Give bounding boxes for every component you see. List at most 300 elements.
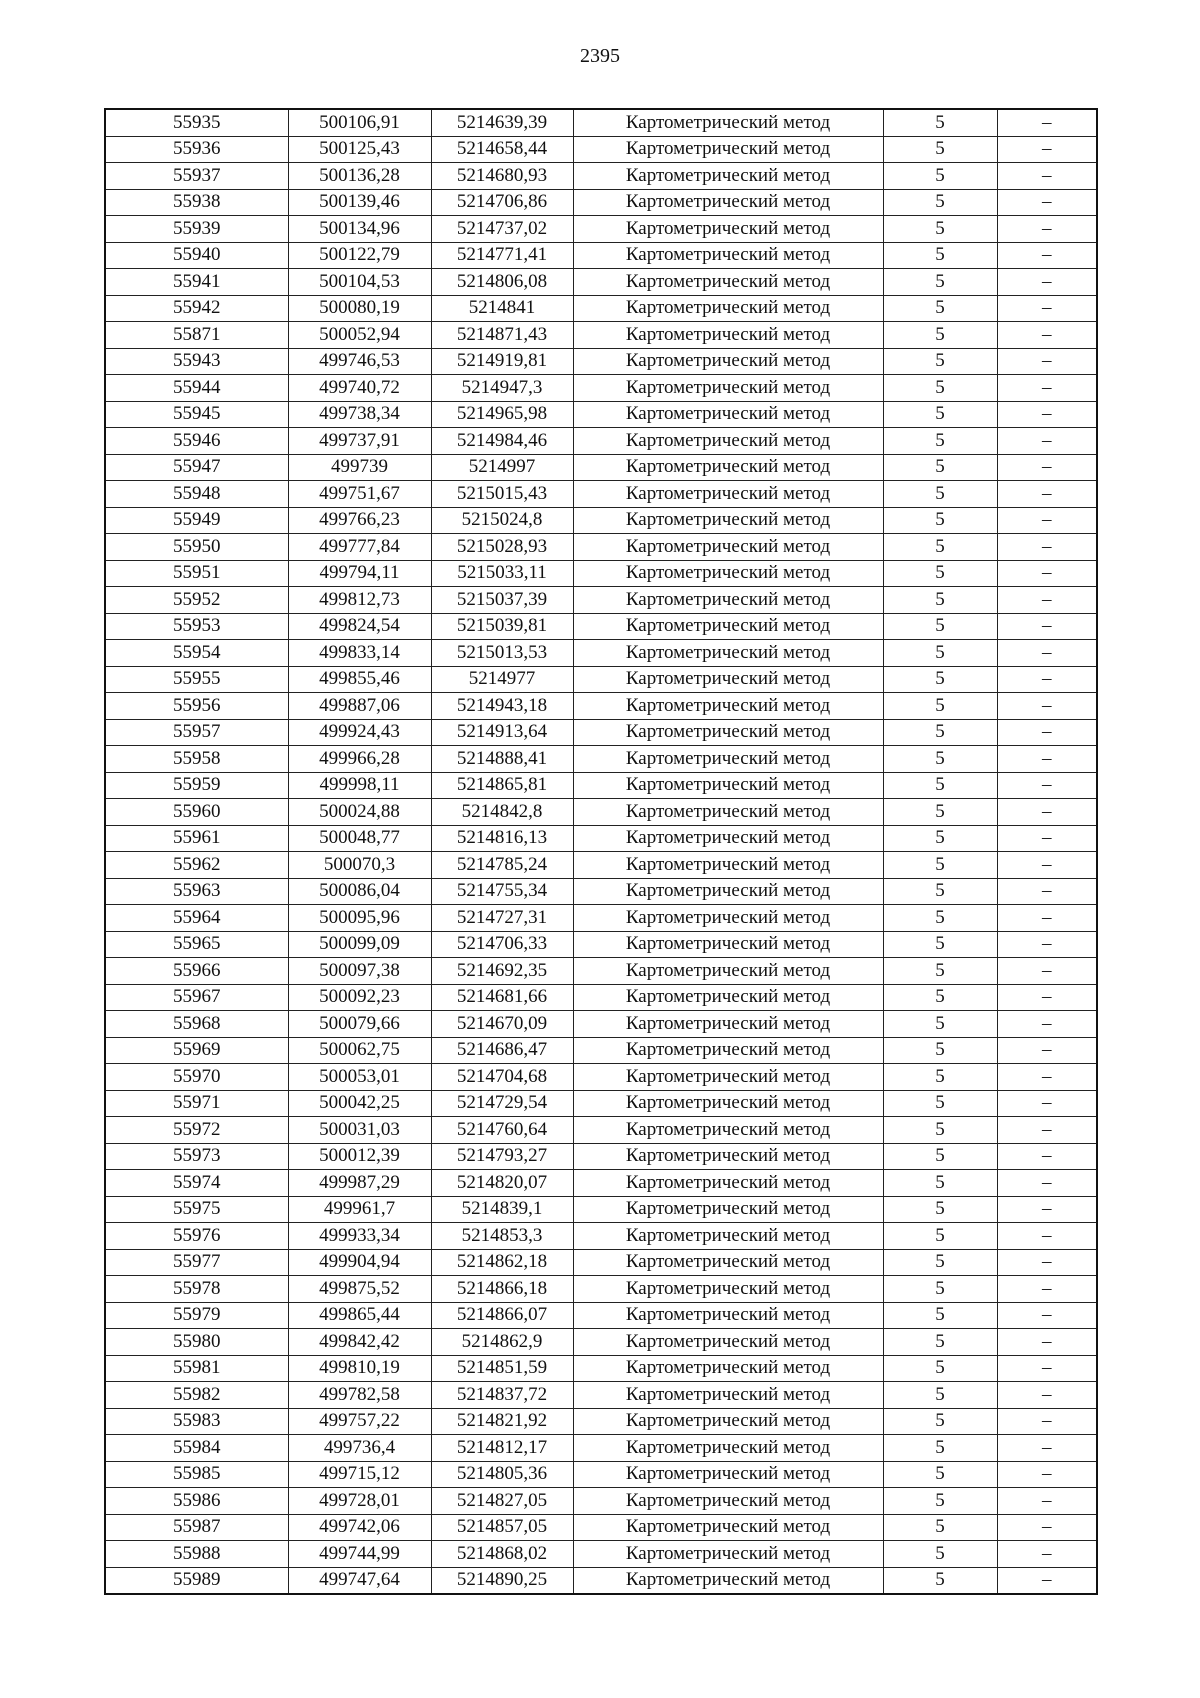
method-cell: Картометрический метод (573, 1435, 883, 1462)
table-row (105, 322, 1097, 349)
x-coordinate-cell: 499794,11 (288, 560, 431, 587)
method-cell: Картометрический метод (573, 269, 883, 296)
x-coordinate-cell: 499782,58 (288, 1382, 431, 1409)
method-cell: Картометрический метод (573, 560, 883, 587)
description-cell: – (997, 1329, 1097, 1356)
x-coordinate-cell: 499757,22 (288, 1408, 431, 1435)
x-coordinate-cell: 500104,53 (288, 269, 431, 296)
table-row (105, 1408, 1097, 1435)
table-row (105, 772, 1097, 799)
x-coordinate-cell: 499742,06 (288, 1514, 431, 1541)
accuracy-cell: 5 (883, 772, 997, 799)
x-coordinate-cell: 499739 (288, 454, 431, 481)
method-cell: Картометрический метод (573, 931, 883, 958)
coordinates-table (104, 108, 1098, 1595)
point-number-cell: 55983 (105, 1408, 288, 1435)
x-coordinate-cell: 500080,19 (288, 295, 431, 322)
point-number-cell: 55982 (105, 1382, 288, 1409)
accuracy-cell: 5 (883, 1514, 997, 1541)
y-coordinate-cell: 5214866,07 (431, 1302, 573, 1329)
table-row (105, 1090, 1097, 1117)
point-number-cell: 55976 (105, 1223, 288, 1250)
accuracy-cell: 5 (883, 931, 997, 958)
description-cell: – (997, 719, 1097, 746)
point-number-cell: 55935 (105, 109, 288, 136)
accuracy-cell: 5 (883, 1435, 997, 1462)
description-cell: – (997, 1514, 1097, 1541)
method-cell: Картометрический метод (573, 1143, 883, 1170)
accuracy-cell: 5 (883, 613, 997, 640)
x-coordinate-cell: 499744,99 (288, 1541, 431, 1568)
point-number-cell: 55965 (105, 931, 288, 958)
y-coordinate-cell: 5214706,33 (431, 931, 573, 958)
method-cell: Картометрический метод (573, 216, 883, 243)
method-cell: Картометрический метод (573, 1329, 883, 1356)
description-cell: – (997, 640, 1097, 667)
y-coordinate-cell: 5214821,92 (431, 1408, 573, 1435)
table-row (105, 560, 1097, 587)
accuracy-cell: 5 (883, 1170, 997, 1197)
method-cell: Картометрический метод (573, 719, 883, 746)
x-coordinate-cell: 499715,12 (288, 1461, 431, 1488)
point-number-cell: 55975 (105, 1196, 288, 1223)
accuracy-cell: 5 (883, 109, 997, 136)
method-cell: Картометрический метод (573, 1064, 883, 1091)
method-cell: Картометрический метод (573, 163, 883, 190)
point-number-cell: 55955 (105, 666, 288, 693)
method-cell: Картометрический метод (573, 640, 883, 667)
x-coordinate-cell: 499904,94 (288, 1249, 431, 1276)
description-cell: – (997, 269, 1097, 296)
method-cell: Картометрический метод (573, 666, 883, 693)
method-cell: Картометрический метод (573, 534, 883, 561)
table-row (105, 1011, 1097, 1038)
description-cell: – (997, 1276, 1097, 1303)
x-coordinate-cell: 500099,09 (288, 931, 431, 958)
table-row (105, 507, 1097, 534)
x-coordinate-cell: 499865,44 (288, 1302, 431, 1329)
point-number-cell: 55985 (105, 1461, 288, 1488)
method-cell: Картометрический метод (573, 136, 883, 163)
accuracy-cell: 5 (883, 1461, 997, 1488)
point-number-cell: 55968 (105, 1011, 288, 1038)
y-coordinate-cell: 5214862,18 (431, 1249, 573, 1276)
point-number-cell: 55988 (105, 1541, 288, 1568)
y-coordinate-cell: 5214857,05 (431, 1514, 573, 1541)
point-number-cell: 55936 (105, 136, 288, 163)
description-cell: – (997, 1249, 1097, 1276)
accuracy-cell: 5 (883, 1302, 997, 1329)
y-coordinate-cell: 5214837,72 (431, 1382, 573, 1409)
method-cell: Картометрический метод (573, 242, 883, 269)
point-number-cell: 55954 (105, 640, 288, 667)
x-coordinate-cell: 500122,79 (288, 242, 431, 269)
method-cell: Картометрический метод (573, 1567, 883, 1594)
accuracy-cell: 5 (883, 719, 997, 746)
accuracy-cell: 5 (883, 905, 997, 932)
y-coordinate-cell: 5215039,81 (431, 613, 573, 640)
x-coordinate-cell: 499924,43 (288, 719, 431, 746)
table-row (105, 958, 1097, 985)
description-cell: – (997, 984, 1097, 1011)
accuracy-cell: 5 (883, 1223, 997, 1250)
table-row (105, 163, 1097, 190)
table-row (105, 401, 1097, 428)
accuracy-cell: 5 (883, 1117, 997, 1144)
x-coordinate-cell: 499738,34 (288, 401, 431, 428)
x-coordinate-cell: 499842,42 (288, 1329, 431, 1356)
point-number-cell: 55945 (105, 401, 288, 428)
description-cell: – (997, 931, 1097, 958)
y-coordinate-cell: 5214680,93 (431, 163, 573, 190)
method-cell: Картометрический метод (573, 587, 883, 614)
x-coordinate-cell: 500092,23 (288, 984, 431, 1011)
description-cell: – (997, 189, 1097, 216)
y-coordinate-cell: 5214670,09 (431, 1011, 573, 1038)
point-number-cell: 55966 (105, 958, 288, 985)
table-row (105, 1435, 1097, 1462)
x-coordinate-cell: 499746,53 (288, 348, 431, 375)
description-cell: – (997, 746, 1097, 773)
x-coordinate-cell: 499887,06 (288, 693, 431, 720)
point-number-cell: 55967 (105, 984, 288, 1011)
point-number-cell: 55946 (105, 428, 288, 455)
method-cell: Картометрический метод (573, 295, 883, 322)
table-row (105, 799, 1097, 826)
point-number-cell: 55960 (105, 799, 288, 826)
method-cell: Картометрический метод (573, 189, 883, 216)
description-cell: – (997, 1435, 1097, 1462)
x-coordinate-cell: 499766,23 (288, 507, 431, 534)
y-coordinate-cell: 5214977 (431, 666, 573, 693)
accuracy-cell: 5 (883, 1382, 997, 1409)
y-coordinate-cell: 5214706,86 (431, 189, 573, 216)
accuracy-cell: 5 (883, 216, 997, 243)
y-coordinate-cell: 5214851,59 (431, 1355, 573, 1382)
table-row (105, 984, 1097, 1011)
method-cell: Картометрический метод (573, 878, 883, 905)
table-row (105, 1276, 1097, 1303)
x-coordinate-cell: 500012,39 (288, 1143, 431, 1170)
x-coordinate-cell: 499728,01 (288, 1488, 431, 1515)
y-coordinate-cell: 5214965,98 (431, 401, 573, 428)
method-cell: Картометрический метод (573, 852, 883, 879)
y-coordinate-cell: 5214984,46 (431, 428, 573, 455)
table-row (105, 613, 1097, 640)
method-cell: Картометрический метод (573, 1541, 883, 1568)
x-coordinate-cell: 500086,04 (288, 878, 431, 905)
y-coordinate-cell: 5214842,8 (431, 799, 573, 826)
table-row (105, 454, 1097, 481)
x-coordinate-cell: 499737,91 (288, 428, 431, 455)
accuracy-cell: 5 (883, 428, 997, 455)
accuracy-cell: 5 (883, 454, 997, 481)
description-cell: – (997, 136, 1097, 163)
y-coordinate-cell: 5215028,93 (431, 534, 573, 561)
description-cell: – (997, 587, 1097, 614)
method-cell: Картометрический метод (573, 507, 883, 534)
description-cell: – (997, 905, 1097, 932)
y-coordinate-cell: 5214853,3 (431, 1223, 573, 1250)
method-cell: Картометрический метод (573, 1196, 883, 1223)
accuracy-cell: 5 (883, 693, 997, 720)
accuracy-cell: 5 (883, 1143, 997, 1170)
x-coordinate-cell: 499875,52 (288, 1276, 431, 1303)
table-row (105, 1064, 1097, 1091)
method-cell: Картометрический метод (573, 1302, 883, 1329)
description-cell: – (997, 1090, 1097, 1117)
y-coordinate-cell: 5214729,54 (431, 1090, 573, 1117)
accuracy-cell: 5 (883, 295, 997, 322)
y-coordinate-cell: 5214727,31 (431, 905, 573, 932)
accuracy-cell: 5 (883, 984, 997, 1011)
description-cell: – (997, 348, 1097, 375)
description-cell: – (997, 481, 1097, 508)
x-coordinate-cell: 500042,25 (288, 1090, 431, 1117)
method-cell: Картометрический метод (573, 1355, 883, 1382)
method-cell: Картометрический метод (573, 693, 883, 720)
y-coordinate-cell: 5215037,39 (431, 587, 573, 614)
point-number-cell: 55938 (105, 189, 288, 216)
y-coordinate-cell: 5214639,39 (431, 109, 573, 136)
table-row (105, 878, 1097, 905)
accuracy-cell: 5 (883, 746, 997, 773)
method-cell: Картометрический метод (573, 109, 883, 136)
point-number-cell: 55959 (105, 772, 288, 799)
method-cell: Картометрический метод (573, 1382, 883, 1409)
point-number-cell: 55957 (105, 719, 288, 746)
y-coordinate-cell: 5214686,47 (431, 1037, 573, 1064)
description-cell: – (997, 1408, 1097, 1435)
accuracy-cell: 5 (883, 1329, 997, 1356)
description-cell: – (997, 375, 1097, 402)
x-coordinate-cell: 500139,46 (288, 189, 431, 216)
point-number-cell: 55974 (105, 1170, 288, 1197)
x-coordinate-cell: 500024,88 (288, 799, 431, 826)
y-coordinate-cell: 5214866,18 (431, 1276, 573, 1303)
x-coordinate-cell: 500048,77 (288, 825, 431, 852)
table-row (105, 1249, 1097, 1276)
point-number-cell: 55942 (105, 295, 288, 322)
x-coordinate-cell: 499966,28 (288, 746, 431, 773)
accuracy-cell: 5 (883, 640, 997, 667)
point-number-cell: 55970 (105, 1064, 288, 1091)
description-cell: – (997, 109, 1097, 136)
accuracy-cell: 5 (883, 1567, 997, 1594)
description-cell: – (997, 1355, 1097, 1382)
x-coordinate-cell: 499740,72 (288, 375, 431, 402)
point-number-cell: 55949 (105, 507, 288, 534)
method-cell: Картометрический метод (573, 348, 883, 375)
y-coordinate-cell: 5214919,81 (431, 348, 573, 375)
table-row (105, 216, 1097, 243)
table-row (105, 746, 1097, 773)
table-row (105, 1461, 1097, 1488)
x-coordinate-cell: 500134,96 (288, 216, 431, 243)
x-coordinate-cell: 500052,94 (288, 322, 431, 349)
method-cell: Картометрический метод (573, 1488, 883, 1515)
x-coordinate-cell: 500125,43 (288, 136, 431, 163)
table-row (105, 295, 1097, 322)
x-coordinate-cell: 500031,03 (288, 1117, 431, 1144)
y-coordinate-cell: 5214839,1 (431, 1196, 573, 1223)
description-cell: – (997, 216, 1097, 243)
table-row (105, 666, 1097, 693)
description-cell: – (997, 454, 1097, 481)
accuracy-cell: 5 (883, 534, 997, 561)
description-cell: – (997, 666, 1097, 693)
accuracy-cell: 5 (883, 348, 997, 375)
table-row (105, 1143, 1097, 1170)
table-row (105, 481, 1097, 508)
accuracy-cell: 5 (883, 560, 997, 587)
x-coordinate-cell: 499736,4 (288, 1435, 431, 1462)
description-cell: – (997, 242, 1097, 269)
point-number-cell: 55871 (105, 322, 288, 349)
y-coordinate-cell: 5214681,66 (431, 984, 573, 1011)
accuracy-cell: 5 (883, 481, 997, 508)
x-coordinate-cell: 500070,3 (288, 852, 431, 879)
method-cell: Картометрический метод (573, 746, 883, 773)
table-row (105, 1329, 1097, 1356)
description-cell: – (997, 693, 1097, 720)
table-row (105, 1037, 1097, 1064)
table-row (105, 825, 1097, 852)
table-row (105, 640, 1097, 667)
table-row (105, 109, 1097, 136)
description-cell: – (997, 322, 1097, 349)
table-row (105, 375, 1097, 402)
table-row (105, 269, 1097, 296)
method-cell: Картометрический метод (573, 454, 883, 481)
method-cell: Картометрический метод (573, 1276, 883, 1303)
table-row (105, 693, 1097, 720)
y-coordinate-cell: 5214841 (431, 295, 573, 322)
point-number-cell: 55977 (105, 1249, 288, 1276)
point-number-cell: 55978 (105, 1276, 288, 1303)
x-coordinate-cell: 499810,19 (288, 1355, 431, 1382)
y-coordinate-cell: 5214816,13 (431, 825, 573, 852)
method-cell: Картометрический метод (573, 428, 883, 455)
accuracy-cell: 5 (883, 1196, 997, 1223)
accuracy-cell: 5 (883, 666, 997, 693)
description-cell: – (997, 1567, 1097, 1594)
description-cell: – (997, 507, 1097, 534)
table-row (105, 852, 1097, 879)
description-cell: – (997, 878, 1097, 905)
point-number-cell: 55947 (105, 454, 288, 481)
description-cell: – (997, 825, 1097, 852)
x-coordinate-cell: 499777,84 (288, 534, 431, 561)
method-cell: Картометрический метод (573, 322, 883, 349)
x-coordinate-cell: 499747,64 (288, 1567, 431, 1594)
y-coordinate-cell: 5214771,41 (431, 242, 573, 269)
point-number-cell: 55973 (105, 1143, 288, 1170)
description-cell: – (997, 799, 1097, 826)
description-cell: – (997, 958, 1097, 985)
accuracy-cell: 5 (883, 587, 997, 614)
accuracy-cell: 5 (883, 375, 997, 402)
description-cell: – (997, 1170, 1097, 1197)
description-cell: – (997, 1011, 1097, 1038)
point-number-cell: 55987 (105, 1514, 288, 1541)
description-cell: – (997, 560, 1097, 587)
y-coordinate-cell: 5214812,17 (431, 1435, 573, 1462)
y-coordinate-cell: 5214692,35 (431, 958, 573, 985)
x-coordinate-cell: 499961,7 (288, 1196, 431, 1223)
accuracy-cell: 5 (883, 322, 997, 349)
y-coordinate-cell: 5215033,11 (431, 560, 573, 587)
x-coordinate-cell: 500136,28 (288, 163, 431, 190)
point-number-cell: 55972 (105, 1117, 288, 1144)
description-cell: – (997, 1223, 1097, 1250)
point-number-cell: 55939 (105, 216, 288, 243)
accuracy-cell: 5 (883, 136, 997, 163)
description-cell: – (997, 1064, 1097, 1091)
x-coordinate-cell: 499833,14 (288, 640, 431, 667)
point-number-cell: 55962 (105, 852, 288, 879)
point-number-cell: 55958 (105, 746, 288, 773)
table-row (105, 242, 1097, 269)
table-row (105, 905, 1097, 932)
method-cell: Картометрический метод (573, 613, 883, 640)
method-cell: Картометрический метод (573, 401, 883, 428)
table-row (105, 534, 1097, 561)
accuracy-cell: 5 (883, 189, 997, 216)
accuracy-cell: 5 (883, 401, 997, 428)
y-coordinate-cell: 5214888,41 (431, 746, 573, 773)
accuracy-cell: 5 (883, 878, 997, 905)
method-cell: Картометрический метод (573, 1408, 883, 1435)
table-row (105, 1117, 1097, 1144)
method-cell: Картометрический метод (573, 825, 883, 852)
x-coordinate-cell: 499855,46 (288, 666, 431, 693)
method-cell: Картометрический метод (573, 1170, 883, 1197)
table-row (105, 136, 1097, 163)
x-coordinate-cell: 499751,67 (288, 481, 431, 508)
description-cell: – (997, 401, 1097, 428)
description-cell: – (997, 428, 1097, 455)
x-coordinate-cell: 499824,54 (288, 613, 431, 640)
description-cell: – (997, 1302, 1097, 1329)
accuracy-cell: 5 (883, 507, 997, 534)
accuracy-cell: 5 (883, 1276, 997, 1303)
description-cell: – (997, 1382, 1097, 1409)
table-row (105, 1223, 1097, 1250)
accuracy-cell: 5 (883, 163, 997, 190)
accuracy-cell: 5 (883, 1249, 997, 1276)
table-row (105, 587, 1097, 614)
description-cell: – (997, 1143, 1097, 1170)
method-cell: Картометрический метод (573, 772, 883, 799)
y-coordinate-cell: 5214793,27 (431, 1143, 573, 1170)
y-coordinate-cell: 5214820,07 (431, 1170, 573, 1197)
y-coordinate-cell: 5214760,64 (431, 1117, 573, 1144)
x-coordinate-cell: 500097,38 (288, 958, 431, 985)
point-number-cell: 55961 (105, 825, 288, 852)
table-row (105, 1196, 1097, 1223)
point-number-cell: 55951 (105, 560, 288, 587)
method-cell: Картометрический метод (573, 799, 883, 826)
description-cell: – (997, 852, 1097, 879)
point-number-cell: 55940 (105, 242, 288, 269)
y-coordinate-cell: 5214827,05 (431, 1488, 573, 1515)
table-row (105, 1488, 1097, 1515)
point-number-cell: 55989 (105, 1567, 288, 1594)
method-cell: Картометрический метод (573, 1461, 883, 1488)
accuracy-cell: 5 (883, 852, 997, 879)
point-number-cell: 55937 (105, 163, 288, 190)
